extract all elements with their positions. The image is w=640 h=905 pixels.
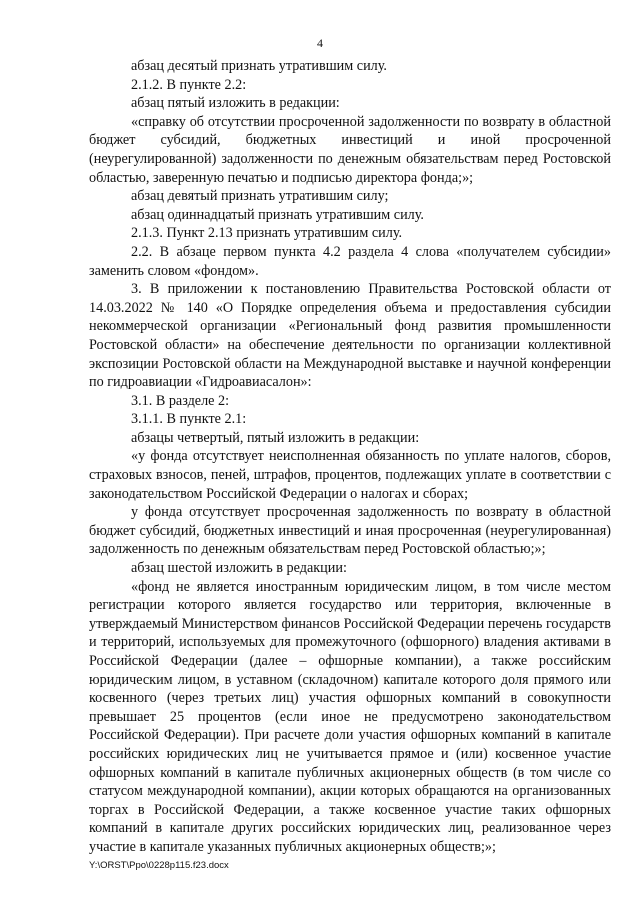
paragraph: 2.1.3. Пункт 2.13 признать утратившим силу. (131, 225, 403, 242)
paragraph: 3.1.1. В пункте 2.1: (131, 411, 247, 428)
paragraph: у фонда отсутствует просроченная задолженность по возврату в областной бюджет субсидий, бюджетных инвестиций и иная просроченная (неурегулированная) задолженность по денежным обязательствам перед Ростовской областью;»; (89, 504, 611, 558)
paragraph: 2.2. В абзаце первом пункта 4.2 раздела 4 слова «получателем субсидии» заменить словом «фондом». (89, 243, 611, 279)
paragraph: абзац шестой изложить в редакции: (131, 560, 347, 577)
paragraph: абзац десятый признать утратившим силу. (131, 58, 387, 74)
paragraph: «у фонда отсутствует неисполненная обязанность по уплате налогов, сборов, страховых взносов, пеней, штрафов, процентов, подлежащих уплате в соответствии с законодательством Российской Федерации о налогах и сборах; (89, 448, 611, 502)
footer-file-path: Y:\ORST\Ppo\0228p115.f23.docx (89, 860, 229, 871)
paragraph: абзацы четвертый, пятый изложить в редакции: (131, 429, 420, 446)
paragraph: «фонд не является иностранным юридическим лицом, в том числе местом регистрации которого является государство или территория, включенные в утверждаемый Министерством финансов Российской Федерации перечень государств и территорий, используемых для промежуточного (офшорного) владения активами в Российской Федерации (далее – офшорные компании), а также российским юридическим лицом, в уставном (складочном) капитале которого доля прямого или косвенного (через третьих лиц) участия офшорных компаний в совокупности превышает 25 процентов (если иное не предусмотрено законодательством Российской Федерации). При расчете доли участия офшорных компаний в капитале российских юридических лиц не учитывается прямое и (или) косвенное участие офшорных компаний в капитале публичных акционерных обществ (в том числе со статусом международной компании), акции которых обращаются на организованных торгах в Российской Федерации, а также косвенное участие таких офшорных компаний в капитале других российских юридических лиц, реализованное через участие в капитале указанных публичных акционерных обществ;»; (89, 578, 611, 855)
paragraph: абзац одиннадцатый признать утратившим силу. (131, 206, 424, 223)
paragraph: 3. В приложении к постановлению Правительства Ростовской области от 14.03.2022 № 140 «О Порядке определения объема и предоставления субсидии некоммерческой организации «Региональный фонд развития промышленности Ростовской области» на обеспечение деятельности по организации коллективной экспозиции Ростовской области на Международной выставке и научной конференции по гидроавиации «Гидроавиасалон»: (89, 281, 611, 391)
paragraph: абзац девятый признать утратившим силу; (131, 188, 389, 205)
document-body (89, 57, 611, 857)
paragraph: 3.1. В разделе 2: (131, 392, 230, 409)
paragraph: 2.1.2. В пункте 2.2: (131, 76, 247, 93)
paragraph: абзац пятый изложить в редакции: (131, 95, 340, 112)
page-number: 4 (317, 36, 323, 50)
paragraph: «справку об отсутствии просроченной задолженности по возврату в областной бюджет субсидий, бюджетных инвестиций и иной просроченной (неурегулированной) задолженности по денежным обязательствам перед Ростовской областью, заверенную печатью и подписью директора фонда;»; (89, 113, 611, 186)
